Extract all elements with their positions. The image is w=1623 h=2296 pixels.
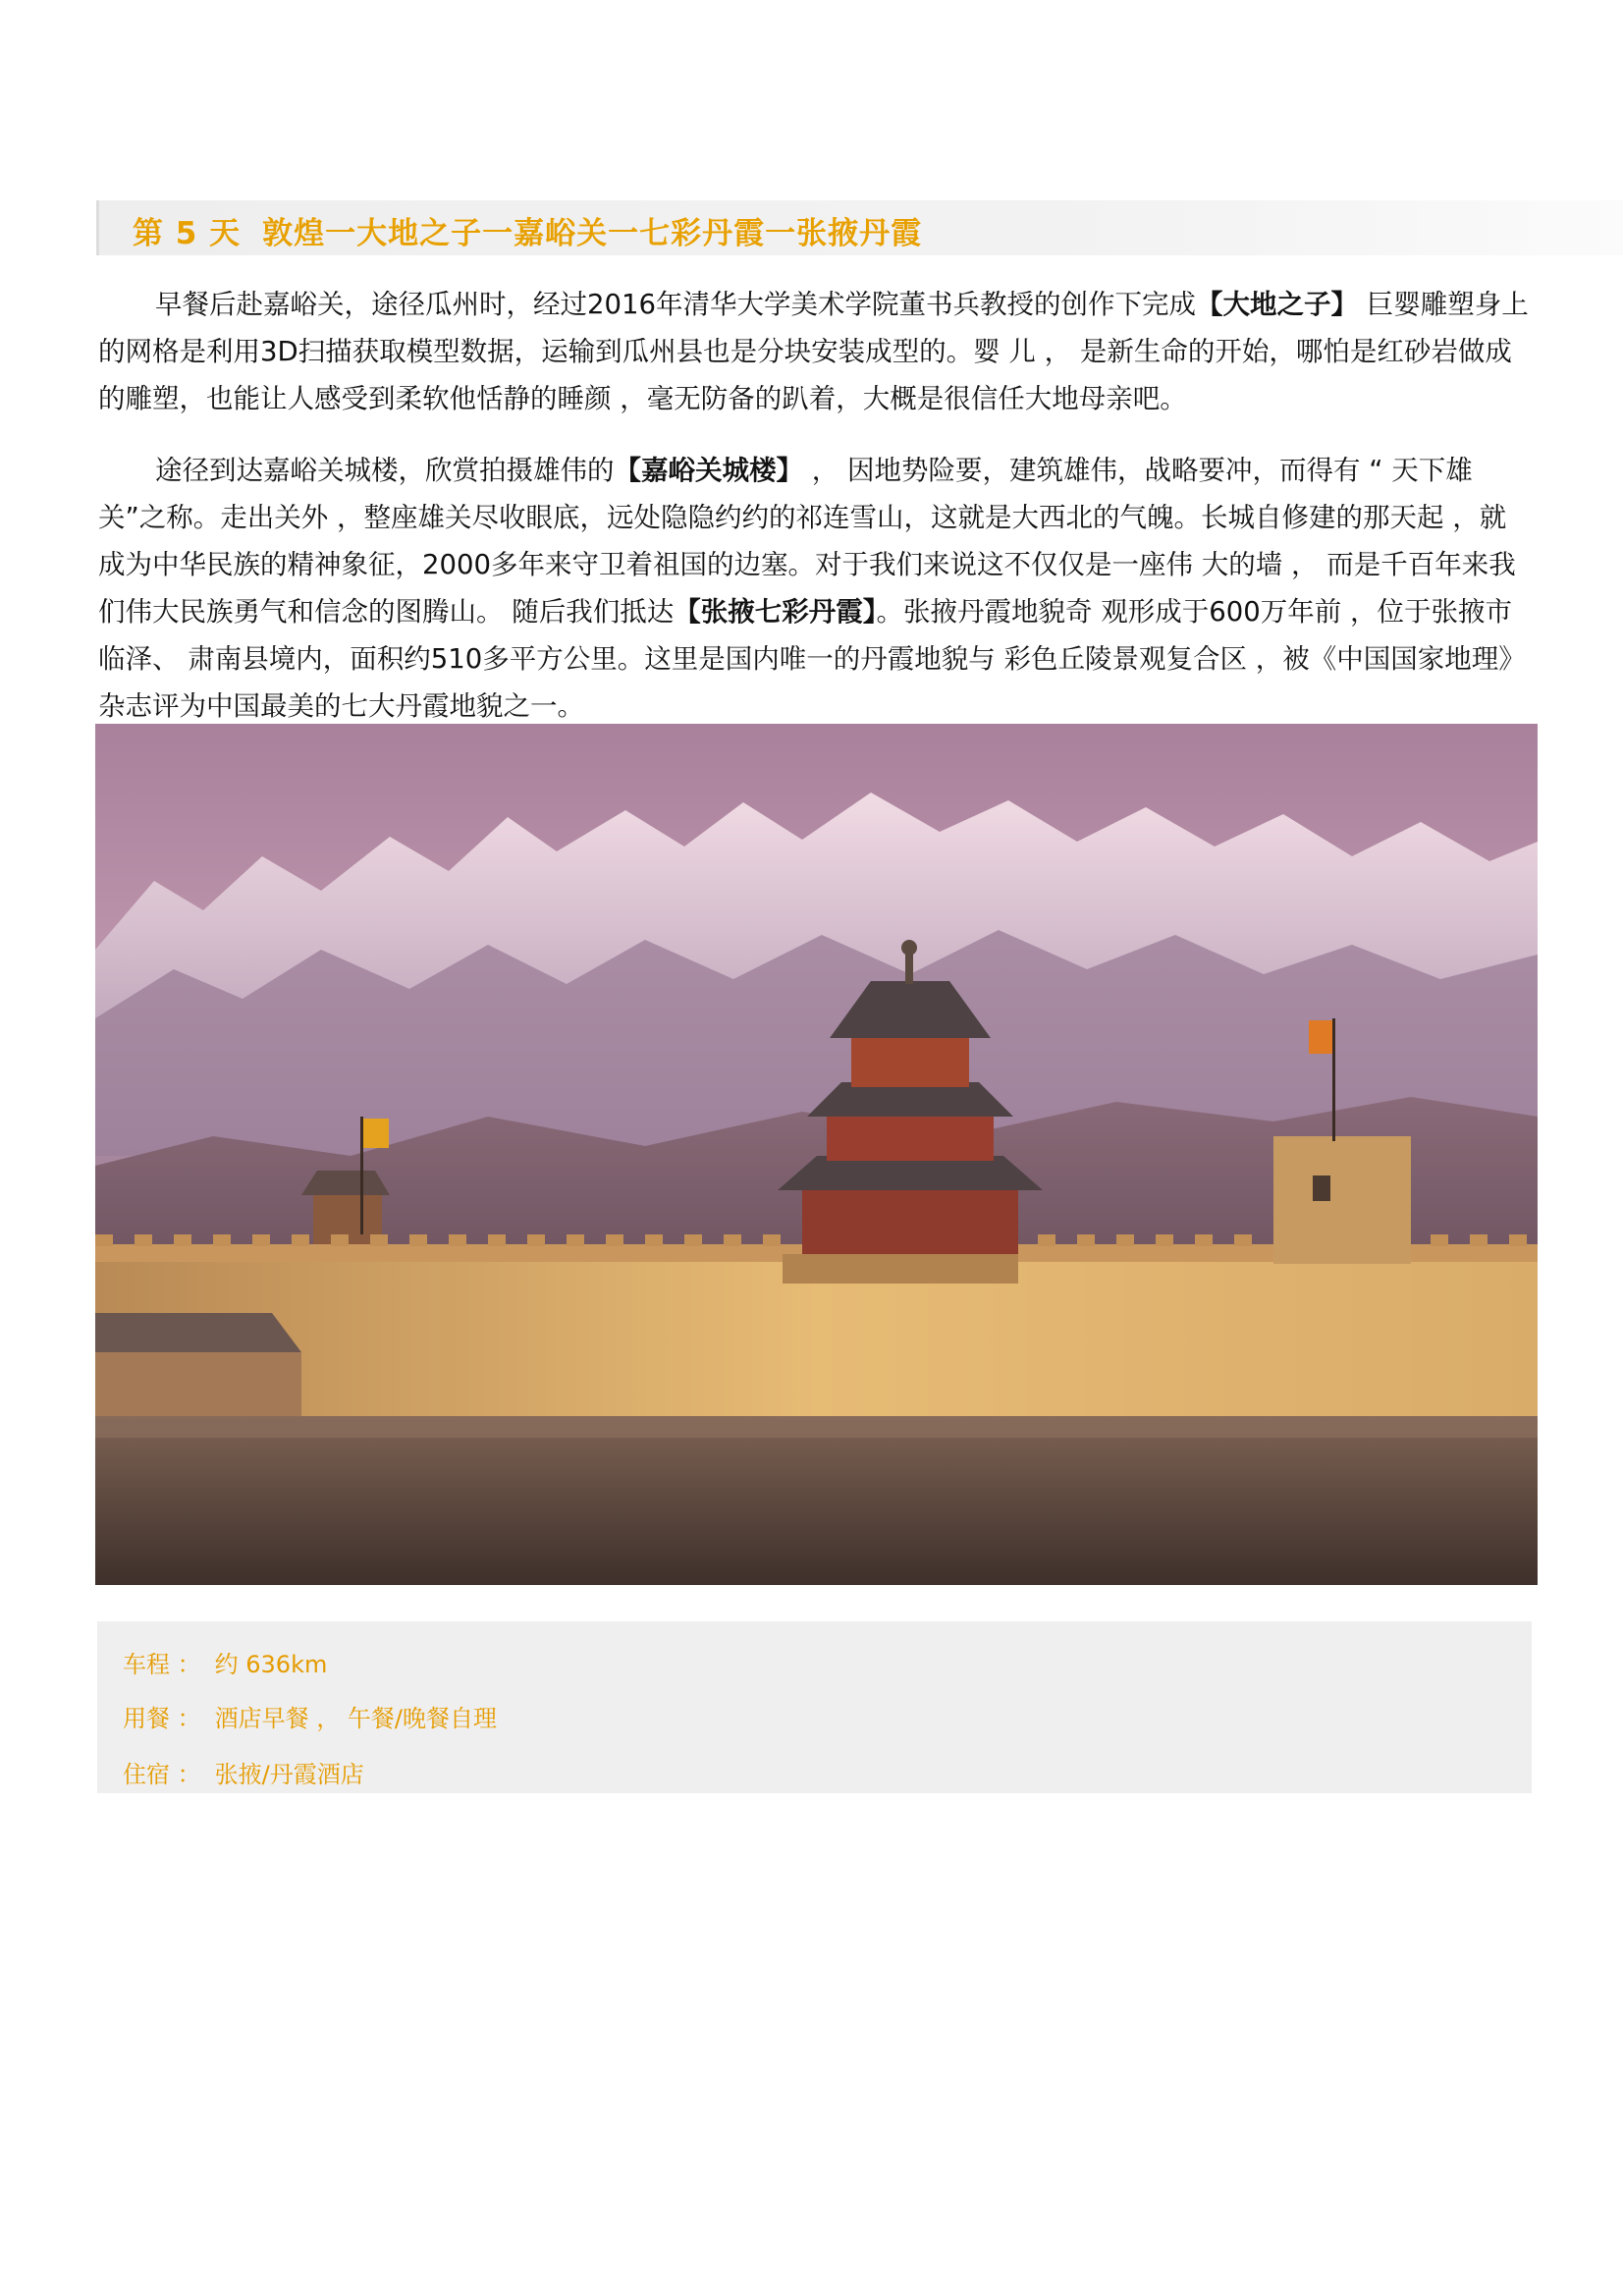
paragraph-text: ， 因地势险要，建筑雄伟，战略要冲，而得有 “ 天下雄关”之称。走出关外 ，整座雄关尽收眼底，远处隐隐约约的祁连雪山，这就是大西北的气魄。长城自修建的那天起 ，就成为中华民族的精神象征，2000多年来守卫着祖国的边塞。对于我们来说这不仅仅是一座伟 大的墙 ， 而是千百年来我们伟大民族勇气和信念的图腾山。 随后我们抵达 (98, 455, 1516, 628)
day-number: 第 5 天 (133, 216, 242, 251)
meals-label: 用餐 ： (123, 1705, 201, 1732)
jiayuguan-fortress-photo (95, 724, 1538, 1585)
travel-info-box (97, 1621, 1532, 1793)
accommodation-label: 住宿 ： (123, 1761, 201, 1788)
paragraph-text: 早餐后赴嘉峪关，途径瓜州时，经过2016年清华大学美术学院董书兵教授的创作下完成 (155, 289, 1196, 320)
day-route: 敦煌一大地之子一嘉峪关一七彩丹霞一张掖丹霞 (262, 216, 923, 251)
accommodation-value: 张掖/丹霞酒店 (214, 1761, 364, 1788)
accommodation-row (123, 1755, 364, 1789)
paragraph-text: 巨婴雕塑身上的网格是利用3D扫描获取模型数据，运输到瓜州县也是分块安装成型的。婴 儿 ， 是新生命的开始，哪怕是红砂岩做成的雕塑，也能让人感受到柔软他恬静的睡颜 ，毫无防备的趴着，大概是很信任大地母亲吧。 (98, 289, 1529, 414)
day-header (96, 200, 1623, 255)
highlight-attraction: 【大地之子】 (1195, 289, 1358, 320)
distance-value: 约 636km (214, 1651, 328, 1678)
meals-row (123, 1699, 497, 1733)
distance-row (123, 1645, 327, 1679)
highlight-attraction: 【张掖七彩丹霞】 (674, 596, 877, 628)
day-title (133, 208, 922, 252)
paragraph-text: 途径到达嘉峪关城楼，欣赏拍摄雄伟的 (155, 455, 615, 486)
itinerary-paragraph-1 (98, 281, 1532, 422)
highlight-attraction: 【嘉峪关城楼】 (614, 455, 803, 486)
distance-label: 车程 ： (123, 1651, 201, 1678)
paragraph-text: 。张掖丹霞地貌奇 观形成于600万年前 ，位于张掖市临泽、 肃南县境内，面积约510多平方公里。这里是国内唯一的丹霞地貌与 彩色丘陵景观复合区 ，被《中国国家地理》 杂志评为中国最美的七大丹霞地貌之一。 (98, 596, 1526, 722)
itinerary-paragraph-2 (98, 447, 1532, 730)
meals-value: 酒店早餐 ， 午餐/晚餐自理 (214, 1705, 497, 1732)
